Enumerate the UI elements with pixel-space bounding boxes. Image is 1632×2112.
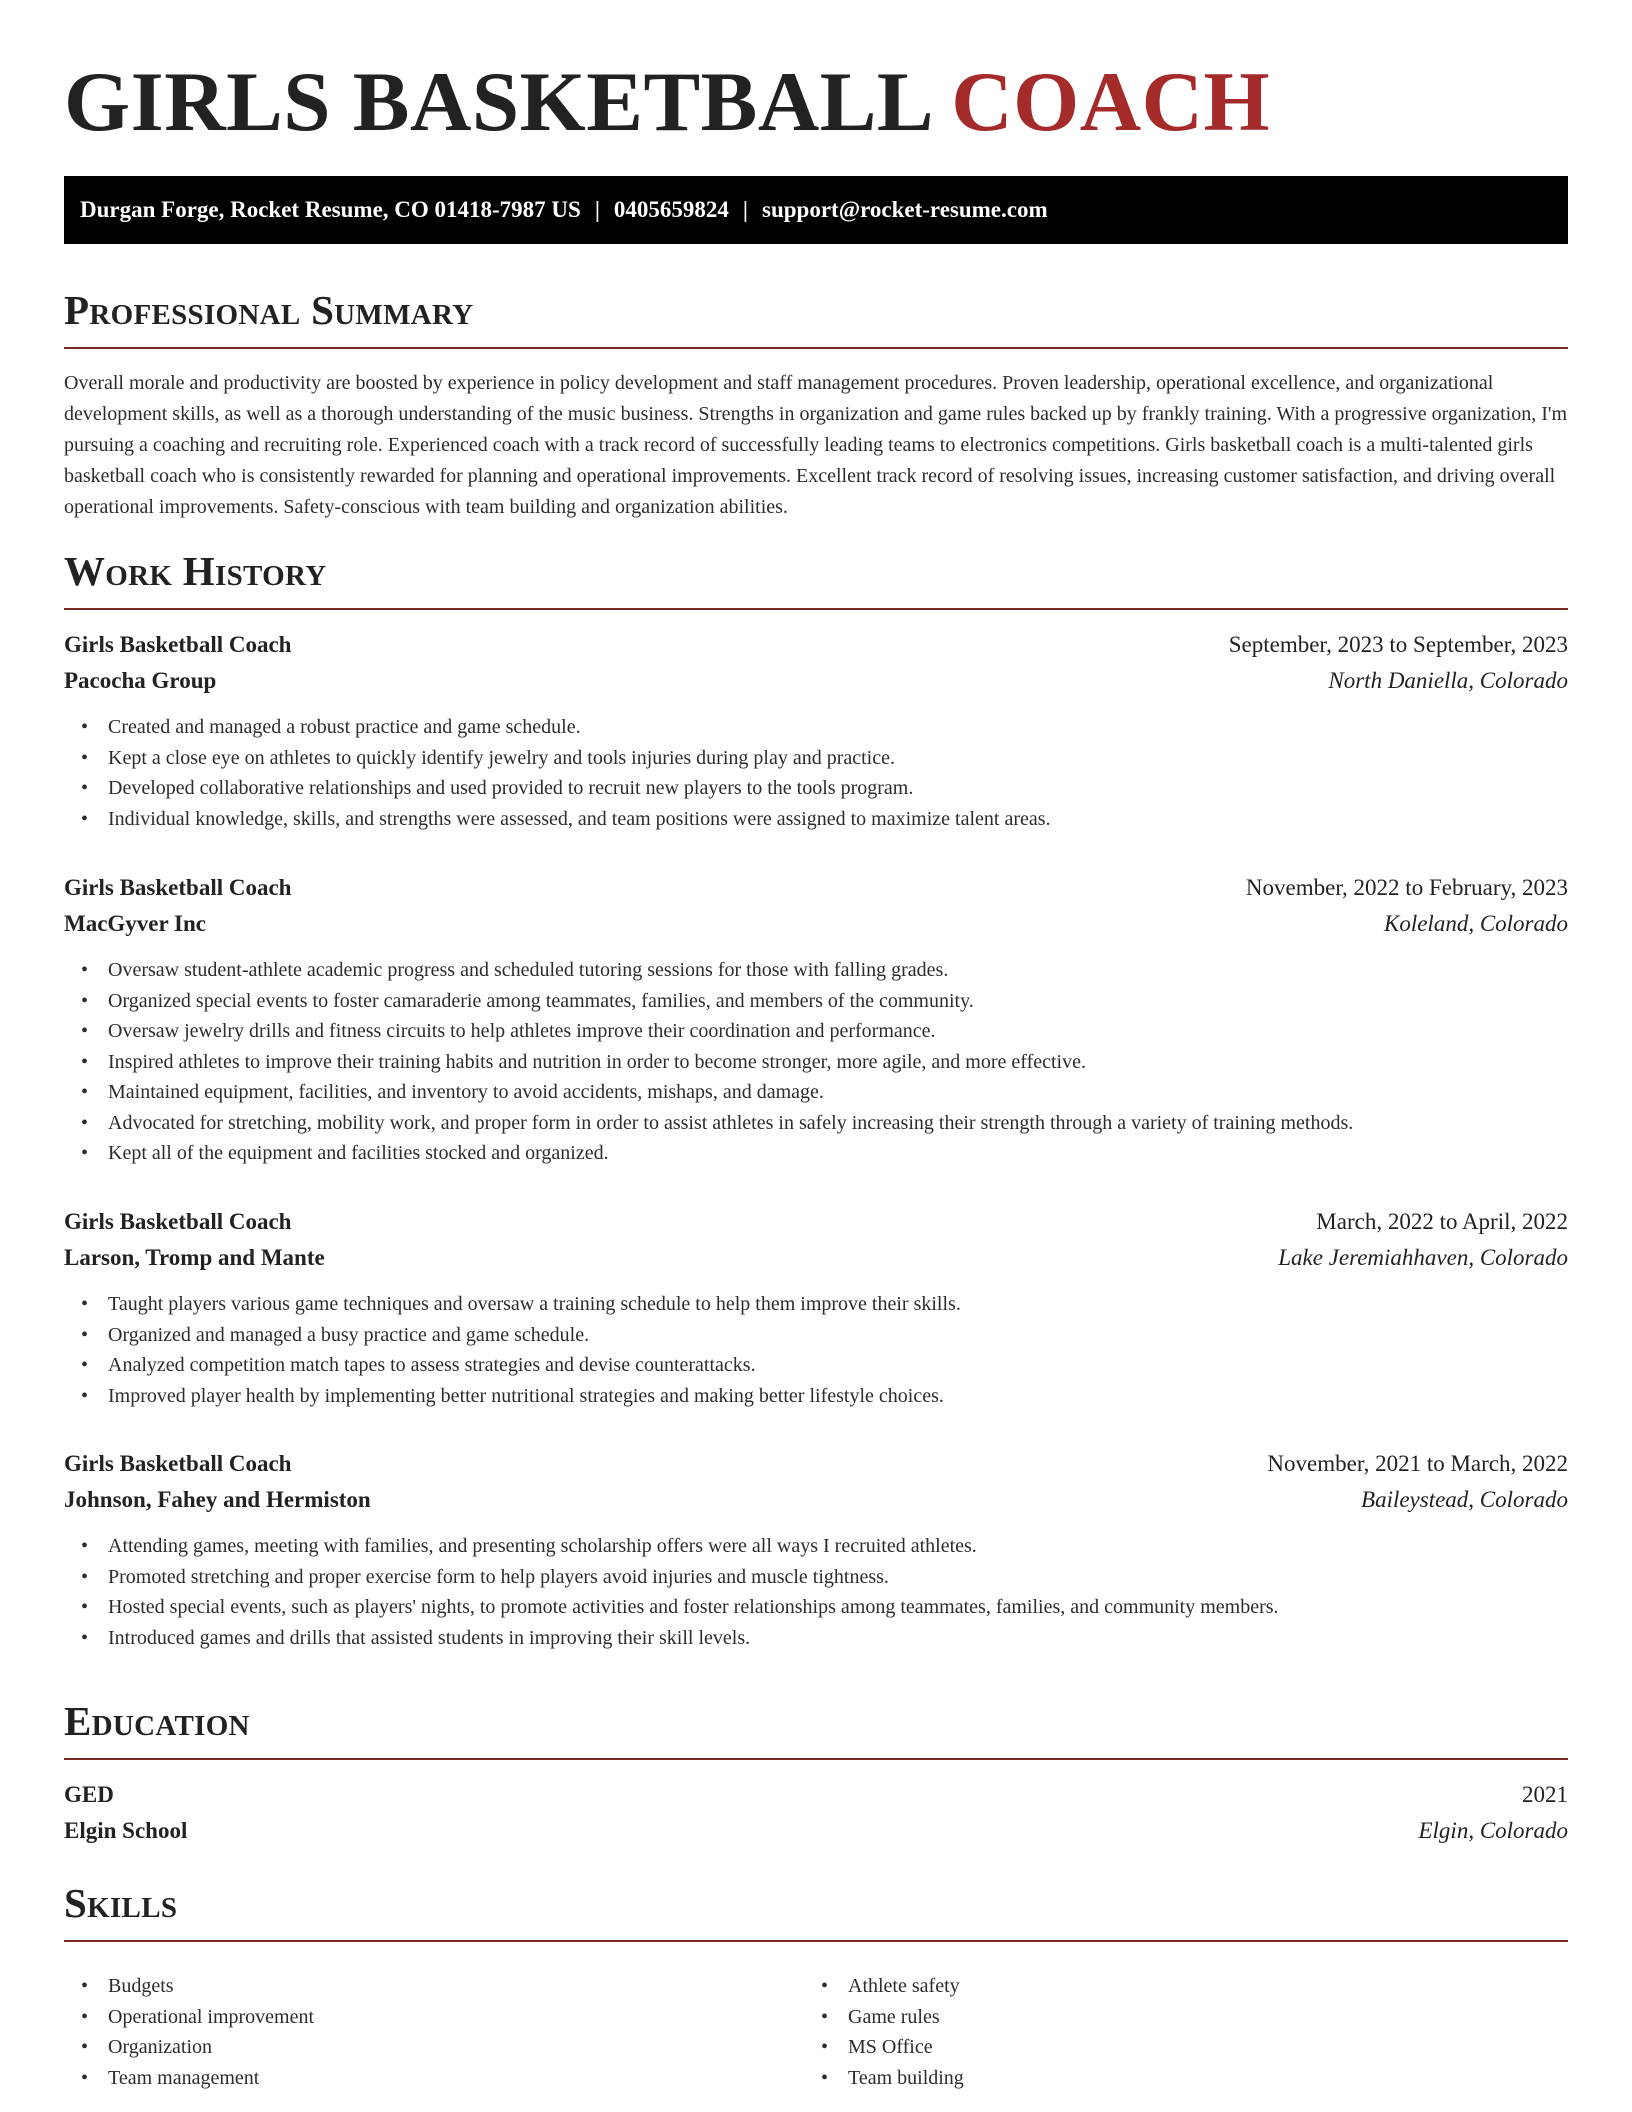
job-location: Koleland, Colorado (1383, 911, 1568, 936)
resume-title (64, 52, 1270, 152)
skills-column (804, 1971, 964, 2093)
list-item: • Introduced games and drills that assisted students in improving their skill levels. (64, 1623, 1568, 1654)
list-item: • Athlete safety (804, 1971, 964, 2002)
job-location: North Daniella, Colorado (1328, 668, 1568, 693)
education-entry (64, 1777, 1568, 1849)
contact-separator: | (594, 197, 600, 222)
contact-bar (64, 176, 1568, 244)
job-dates: November, 2022 to February, 2023 (1245, 875, 1568, 900)
list-item: • Budgets (64, 1971, 314, 2002)
list-item: • MS Office (804, 2032, 964, 2063)
job-company: Larson, Tromp and Mante (64, 1245, 325, 1270)
list-item: • Team building (804, 2063, 964, 2094)
list-item: • Inspired athletes to improve their training habits and nutrition in order to become stronger, more agile, and more effective. (64, 1047, 1568, 1078)
job-title: Girls Basketball Coach (64, 875, 292, 900)
summary-text: Overall morale and productivity are boosted by experience in policy development and staff management procedures. Proven leadership, operational excellence, and organizational development skills, as well as a thorough understanding of the music business. Strengths in organization and game rules backed up by frankly training. With a progressive organization, I'm pursuing a coaching and recruiting role. Experienced coach with a track record of successfully leading teams to electronics competitions. Girls basketball coach is a multi-talented girls basketball coach who is consistently rewarded for planning and operational improvements. Excellent track record of resolving issues, increasing customer satisfaction, and driving overall operational improvements. Safety-conscious with team building and organization abilities. (64, 372, 1568, 518)
title-main: GIRLS BASKETBALL (64, 55, 930, 149)
contact-phone: 0405659824 (613, 197, 729, 222)
list-item: • Hosted special events, such as players' nights, to promote activities and foster relationships among teammates, families, and community members. (64, 1592, 1568, 1623)
list-item: • Promoted stretching and proper exercise form to help players avoid injuries and muscle tightness. (64, 1562, 1568, 1593)
job-dates: September, 2023 to September, 2023 (1228, 632, 1568, 657)
job-company: MacGyver Inc (64, 911, 207, 936)
job-company: Pacocha Group (64, 668, 217, 693)
education-year: 2021 (1522, 1782, 1568, 1807)
job-title: Girls Basketball Coach (64, 632, 292, 657)
job-title: Girls Basketball Coach (64, 1451, 292, 1476)
list-item: • Oversaw jewelry drills and fitness circuits to help athletes improve their coordination and performance. (64, 1016, 1568, 1047)
skills-column (64, 1971, 314, 2093)
job-location: Lake Jeremiahhaven, Colorado (1278, 1245, 1568, 1270)
job-company: Johnson, Fahey and Hermiston (64, 1487, 371, 1512)
job-entry (64, 1204, 1568, 1411)
list-item: • Improved player health by implementing better nutritional strategies and making better lifestyle choices. (64, 1381, 1568, 1412)
list-item: • Organized special events to foster camaraderie among teammates, families, and members of the community. (64, 986, 1568, 1017)
list-item: • Maintained equipment, facilities, and inventory to avoid accidents, mishaps, and damage. (64, 1077, 1568, 1108)
job-entry (64, 627, 1568, 834)
skills-heading: Skills (64, 1878, 1568, 1942)
list-item: • Created and managed a robust practice and game schedule. (64, 712, 1568, 743)
list-item: • Kept all of the equipment and facilities stocked and organized. (64, 1138, 1568, 1169)
contact-address: Durgan Forge, Rocket Resume, CO 01418-7987 US (80, 197, 581, 222)
list-item: • Game rules (804, 2002, 964, 2033)
education-heading: Education (64, 1696, 1568, 1760)
list-item: • Organized and managed a busy practice and game schedule. (64, 1320, 1568, 1351)
job-entry (64, 870, 1568, 1169)
list-item: • Operational improvement (64, 2002, 314, 2033)
list-item: • Organization (64, 2032, 314, 2063)
list-item: • Kept a close eye on athletes to quickly identify jewelry and tools injuries during play and practice. (64, 743, 1568, 774)
contact-separator: | (742, 197, 748, 222)
list-item: • Analyzed competition match tapes to assess strategies and devise counterattacks. (64, 1350, 1568, 1381)
summary-heading: Professional Summary (64, 285, 1568, 349)
contact-email[interactable]: support@rocket-resume.com (762, 197, 1048, 222)
education-school: Elgin School (64, 1818, 188, 1843)
job-dates: November, 2021 to March, 2022 (1267, 1451, 1568, 1476)
list-item: • Attending games, meeting with families, and presenting scholarship offers were all ways I recruited athletes. (64, 1531, 1568, 1562)
education-location: Elgin, Colorado (1418, 1818, 1568, 1843)
list-item: • Developed collaborative relationships and used provided to recruit new players to the tools program. (64, 773, 1568, 804)
job-bullets (64, 1531, 1568, 1653)
list-item: • Taught players various game techniques and oversaw a training schedule to help them improve their skills. (64, 1289, 1568, 1320)
list-item: • Oversaw student-athlete academic progress and scheduled tutoring sessions for those with falling grades. (64, 955, 1568, 986)
job-location: Baileystead, Colorado (1361, 1487, 1568, 1512)
job-bullets (64, 955, 1568, 1169)
list-item: • Advocated for stretching, mobility work, and proper form in order to assist athletes in safely increasing their strength through a variety of training methods. (64, 1108, 1568, 1139)
list-item: • Team management (64, 2063, 314, 2094)
job-dates: March, 2022 to April, 2022 (1316, 1209, 1568, 1234)
education-degree: GED (64, 1782, 114, 1807)
job-bullets (64, 712, 1568, 834)
job-entry (64, 1446, 1568, 1653)
list-item: • Individual knowledge, skills, and strengths were assessed, and team positions were assigned to maximize talent areas. (64, 804, 1568, 835)
work-history-heading: Work History (64, 546, 1568, 610)
title-accent: COACH (951, 55, 1271, 149)
job-title: Girls Basketball Coach (64, 1209, 292, 1234)
job-bullets (64, 1289, 1568, 1411)
